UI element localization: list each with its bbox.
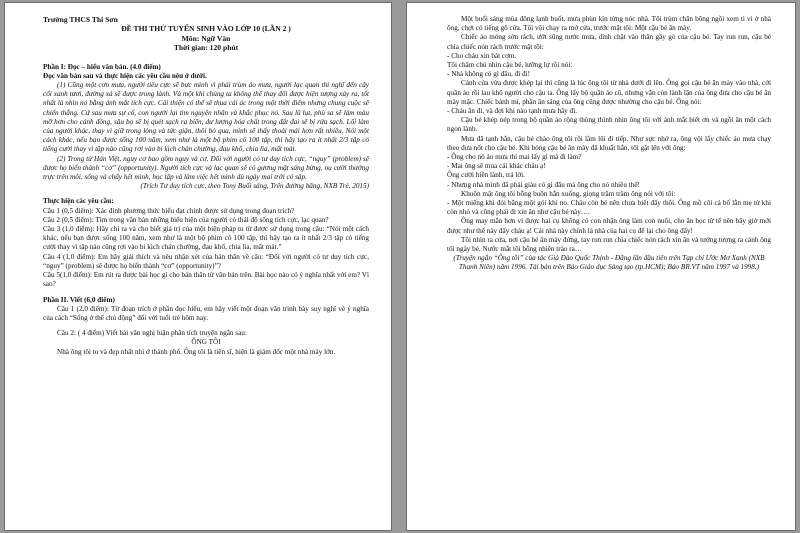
story-dialogue: - Cháu ăn đi, và đợi khi nào tạnh mưa hãy đi. [447,107,578,116]
question-1: Câu 1 (0,5 điểm): Xác định phương thức biểu đạt chính được sử dụng trong đoạn trích? [43,206,295,215]
part1-heading: Phần I: Đọc – hiểu văn bản. (4.0 điểm) [43,62,161,71]
writing-question-2: Câu 2: ( 4 điểm) Viết bài văn nghị luận phân tích truyện ngắn sau: [57,329,247,338]
story-paragraph: Ông cười hiền lành, trả lời. [447,171,525,180]
school-name: Trường THCS Thi Sơn [43,15,118,24]
story-dialogue: - Một miếng khi đói bằng một gói khi no. Cháu còn bé nên chưa biết đấy thôi. Ông mồ côi cả bố lẫn mẹ từ khi còn nhỏ và cũng phải đi xin ăn như cậu bé này…. [447,199,771,217]
part2-heading: Phần II. Viết (6,0 điểm) [43,295,115,304]
story-paragraph: Chiếc áo mỏng sờn rách, ướt sũng nước mưa, dính chặt vào thân gầy gò của cậu bé. Tay run run, cậu bé chìa chiếc nón rách trước mặt tôi: [447,33,771,51]
story-paragraph: Khuôn mặt ông tôi bỗng buồn hẳn xuống, giọng trầm trầm ông nói với tôi: [461,189,676,198]
story-dialogue: - Mai ông sẽ mua cái khác cháu ạ! [447,162,546,171]
page-one [4,2,392,531]
story-paragraph: Một buổi sáng mùa đông lạnh buốt, mưa phùn kín từng nóc nhà. Tôi trùm chăn bông ngồi xem ti vi ở nhà ông, chợt có tiếng gõ cửa. Tôi vội chạy ra mở cửa, trước mặt tôi: Một cậu bé ăn mày. [447,15,771,33]
story-paragraph: Ông may mắn hơn vì được hai cụ không có con nhận ông làm con nuôi, cho ăn học từ tế nên bây giờ mới được như thế này đấy cháu ạ! Cái nhà này chính là nhà của hai cụ để lại cho ông đấy! [447,217,771,235]
story-title: ÔNG TÔI [191,338,221,347]
story-opening: Nhà ông tôi to và đẹp nhất nhì ở thành phố. Ông tôi là tiến sĩ, hiện là giám đốc một nhà máy lớn. [57,347,336,356]
story-paragraph: Cánh cửa vừa được khép lại thì cũng là lúc ông tôi từ nhà dưới đi lên. Ông gọi cậu bé ăn mày vào nhà, cởi quần áo rồi lau khô người cho cậu ta. Ông lấy bộ quần áo cũ, nhưng vẫn còn lành lặn của ông đưa cho cậu bé ăn mày mặc. Chiếc bánh mì, phần ăn sáng của ông cũng được nhường cho cậu bé. Ông nói: [447,79,771,106]
question-4: Câu 4 (1,0 điểm): Em hãy giải thích và nêu nhận xét của bản thân về câu: “Đối với người có tư duy tích cực, “nguy” (problem) sẽ được họ biến thành “cơ” (opportunity)”? [43,252,369,270]
story-paragraph: Tôi chăm chú nhìn cậu bé, lưỡng lự rồi nói: [447,61,573,70]
page-two [406,2,796,531]
question-3: Câu 3 (1,0 điểm): Hãy chỉ ra và cho biết giá trị của một biện pháp tu từ được sử dụng trong câu: “Nói một cách khác, nếu bạn được sống 100 năm, xem như là một bộ phim có 100 tập, thì hãy tạo ra ít nhất 2/3 tập có tiếng cười thay vì tập nào cũng rơi vào bi kịch chán chường, đau khổ, chia lìa, mất mát.” [43,225,369,252]
story-dialogue: - Nhưng nhà mình đã phải giàu có gì đâu mà ông cho nó nhiều thế! [447,180,640,189]
part1-instruction: Đọc văn bản sau và thực hiện các yêu cầu nêu ở dưới. [43,71,207,80]
story-paragraph: Mưa đã tạnh hẳn, cậu bé chào ông tôi rồi lầm lũi đi tiếp. Như sực nhớ ra, ông vội lấy chiếc áo mưa chạy theo đưa nốt cho cậu bé. Khi bóng cậu bé ăn mày đã khuất hẳn, tôi gặt lên với ông: [447,134,771,152]
question-5: Câu 5(1,0 điểm): Em rút ra được bài học gì cho bản thân từ văn bản trên. Bài học nào có ý nghĩa nhất với em? Vì sao? [43,271,369,289]
writing-question-1: Câu 1 (2,0 điểm): Từ đoạn trích ở phần đọc hiểu, em hãy viết một đoạn văn trình bày suy nghĩ về ý nghĩa của cách “Sống ở thể chủ động” đối với tuổi trẻ hôm nay. [43,304,369,322]
question-2: Câu 2 (0,5 điểm): Tìm trong văn bản những biểu hiện của người có thái độ sống tích cực, lạc quan? [43,215,329,224]
tasks-heading: Thực hiện các yêu cầu: [43,197,114,206]
passage-paragraph-1: (1) Cũng một cơn mưa, người tiêu cực sẽ bực mình vì phải trùm áo mưa, người lạc quan thì nghĩ đến cây cối xanh tươi, đường xá sẽ được trong lành. Và một khi chúng ta không thể thay đổi được hiện tượng xảy ra, tốt nhất là nhìn nó bằng ánh mắt tích cực. Cái thiện có thể sẽ thua cái ác trong một thời điểm nhưng chung cuộc sẽ chiến thắng. Cứ sau mưa sự cố, con người lại tìm nguyên nhân và khắc phục nó. Sau lũ lụt, phù sa sẽ làm màu mỡ hơn cho cánh đồng, sâu bọ sẽ bị quét sạch ra biển, dư lượng hóa chất trong đất đai sẽ bị rửa sạch. Lối làm của người khác, thay vì giữ trong lòng và tức giận, thôi bỏ qua, mình sẽ thấy thoải mái hơn rất nhiều. Nói một cách khác, nếu bạn được sống 100 năm, xem như là một bộ phim có 100 tập, thì hãy tạo ra ít nhất 2/3 tập có tiếng cười thay vì tập nào cũng rơi vào bi kịch chán chường, đau khổ, chia lìa, mất mát. [43,81,369,154]
exam-subject: Môn: Ngữ Văn [181,33,231,43]
story-dialogue: - Nhà không có gì đâu, đi đi! [447,70,531,79]
story-paragraph: Cậu bé khép nép trong bộ quần áo rộng thùng thình nhìn ông tôi với ánh mắt biết ơn và ngồi ăn một cách ngon lành. [447,116,771,134]
story-dialogue: - Ông cho nó áo mưa thì mai lấy gì mà đi làm? [447,153,582,162]
story-source: (Truyện ngắn “Ông tôi” của tác Giả Đào Quốc Thịnh - Đăng lần đầu tiên trên Tạp chí Ước Mơ Xanh (NXB Thanh Niên) năm 1996. Tái bản trên Báo Giáo dục Sáng tạo (tp.HCM); Báo BR.VT năm 1997 và 1998.) [453,254,765,272]
exam-title: ĐỀ THI THỬ TUYỂN SINH VÀO LỚP 10 (LẦN 2 ) [121,24,291,34]
passage-paragraph-2: (2) Trong từ Hán Việt, nguy cơ bao gồm nguy và cơ. Đối với người có tư duy tích cực, “nguy” (problem) sẽ được họ biến thành “cơ” (opportunity). Người tích cực và lạc quan sẽ có gương mặt sáng bừng, nụ cười thường trực trên môi, sống và chấy hết mình, học tập và làm việc hết mình dù ngày mai trời có sập. [43,154,369,182]
story-dialogue: - Cho cháu xin bát cơm. [447,51,517,60]
passage-source: (Trích Tư duy tích cực, theo Tony Buổi sáng, Trên đường băng, NXB Trẻ, 2015) [140,182,369,191]
exam-time: Thời gian: 120 phút [173,43,239,53]
story-paragraph: Tôi nhìn ra cửa, nơi cậu bé ăn mày đứng, tay run run chìa chiếc nón rách xin ăn và tướng tượng ra cảnh ông tôi ngày bé. Nước mắt tôi bỗng nhiên trào ra… [447,235,771,254]
